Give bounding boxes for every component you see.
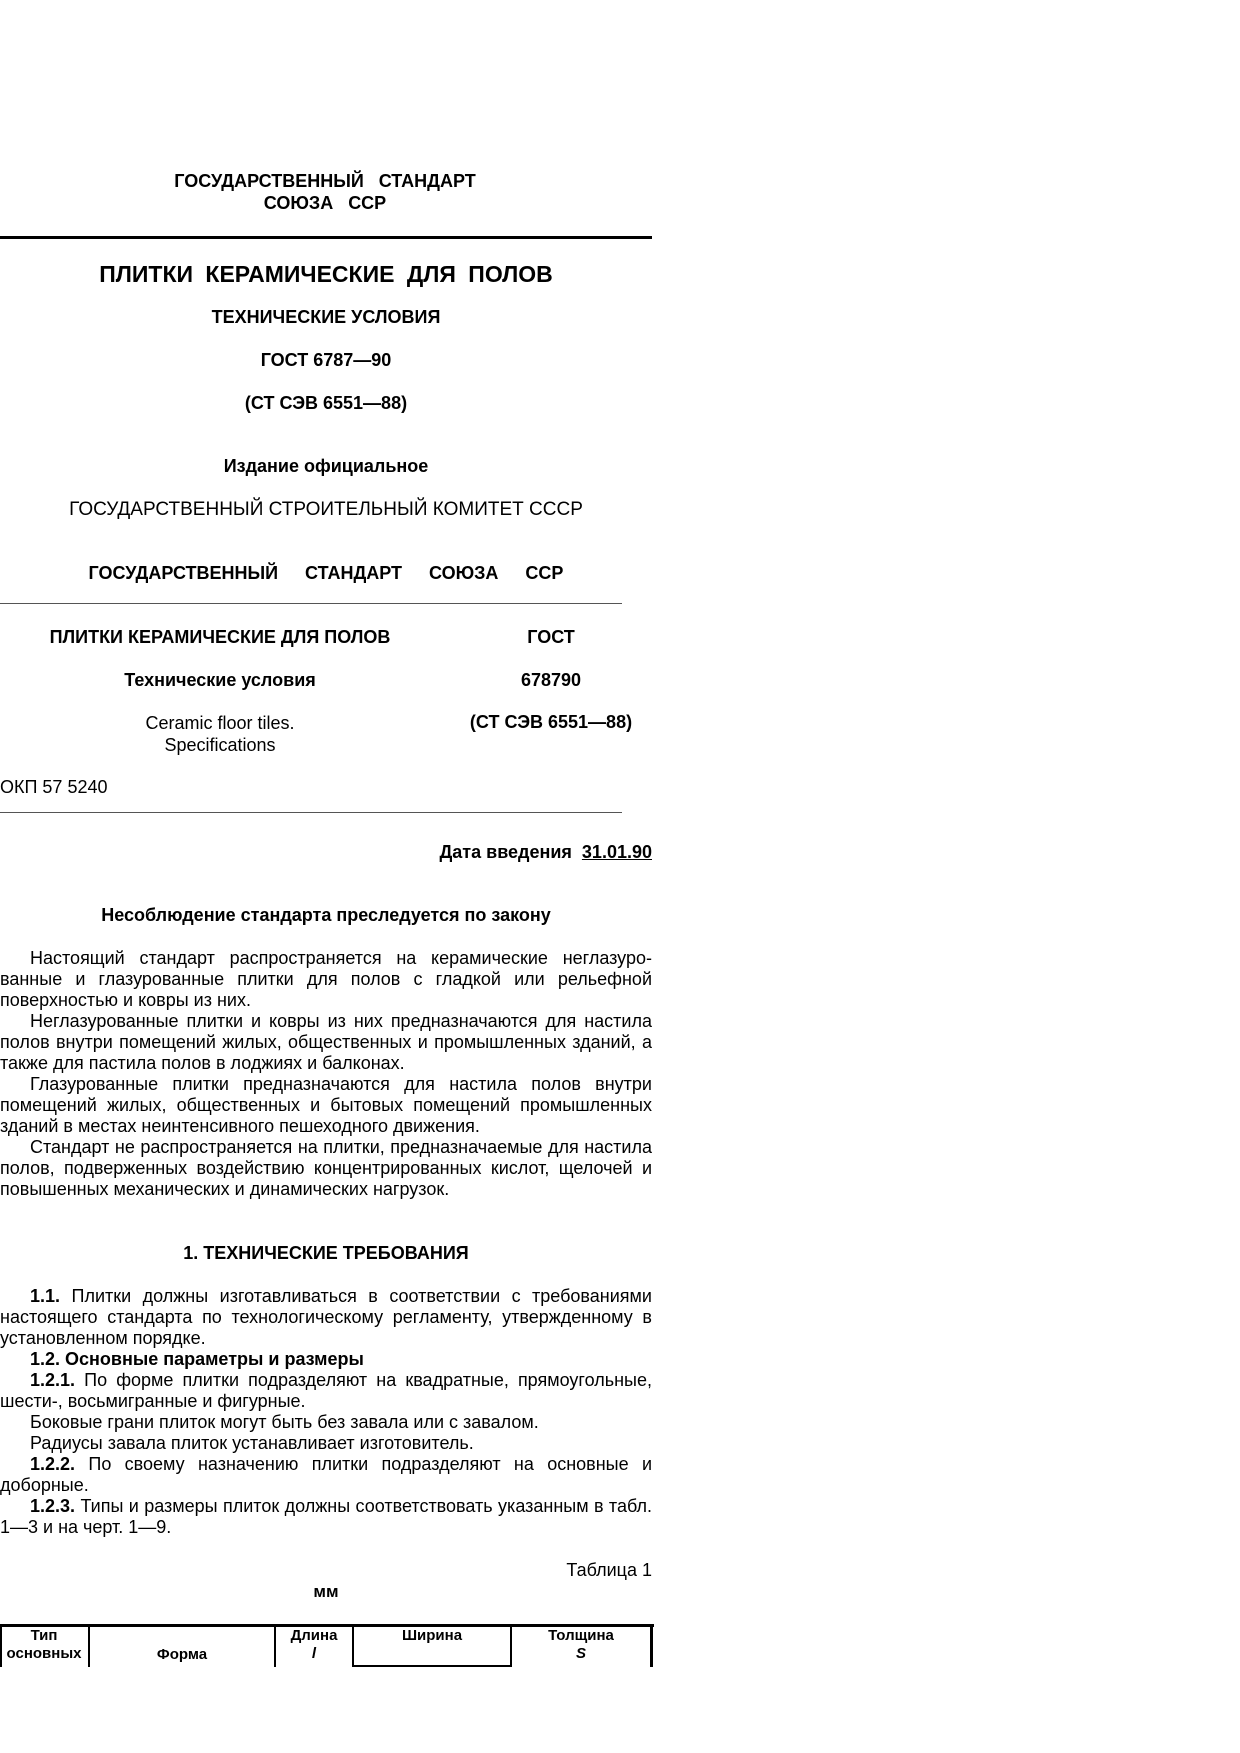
clause-1-2-2	[0, 1454, 652, 1496]
col-header-type-line1: Тип	[30, 1627, 58, 1644]
table-1-header	[0, 1624, 654, 1667]
cover-title: ПЛИТКИ КЕРАМИЧЕСКИЕ ДЛЯ ПОЛОВ	[99, 261, 553, 287]
clause-1-1-num: 1.1.	[30, 1286, 61, 1306]
clause-1-2-heading: 1.2. Основные параметры и размеры	[30, 1349, 364, 1369]
col-header-form: Форма	[156, 1646, 208, 1663]
clause-1-1-text: Плитки должны изготавливаться в соответствии с требованиями настоящего стандарта по технологическому регламенту, утвержденному в установленном порядке.	[0, 1286, 652, 1348]
standard-title: ПЛИТКИ КЕРАМИЧЕСКИЕ ДЛЯ ПОЛОВ	[49, 627, 391, 647]
clause-1-1	[0, 1286, 652, 1349]
table-border	[650, 1627, 653, 1667]
okp-code: ОКП 57 5240	[0, 777, 108, 797]
col-header-thickness-line1: Толщина	[548, 1627, 614, 1644]
clause-1-2-1-text: По форме плитки подразделяют на квадратные, прямоугольные, шести-, восьмигранные и фигурные.	[0, 1370, 652, 1411]
cover-edition: Издание официальное	[223, 456, 429, 476]
clause-radius: Радиусы завала плиток устанавливает изготовитель.	[30, 1433, 474, 1453]
clause-1-2-1	[0, 1370, 652, 1412]
clause-1-2-3-num: 1.2.3.	[30, 1496, 76, 1516]
col-header-type	[0, 1627, 88, 1667]
col-header-length-line1: Длина	[290, 1627, 338, 1644]
col-header-length-line2: l	[311, 1645, 317, 1662]
cover-rule	[0, 236, 652, 239]
cover-gost: ГОСТ 6787—90	[260, 350, 392, 370]
english-title-line2: Specifications	[164, 735, 276, 755]
standard-rule-bottom	[0, 812, 622, 813]
col-header-thickness	[512, 1627, 650, 1667]
col-header-length	[276, 1627, 352, 1667]
clause-1-2-3	[0, 1496, 652, 1538]
english-title-line1: Ceramic floor tiles.	[145, 713, 295, 733]
cover-committee: ГОСУДАРСТВЕННЫЙ СТРОИТЕЛЬНЫЙ КОМИТЕТ СССР	[69, 499, 583, 520]
standard-english-title	[0, 712, 440, 756]
intro-text	[0, 948, 652, 1200]
date-value: 31.01.90	[581, 842, 652, 862]
clause-1-2-3-text: Типы и размеры плиток должны соответствовать указанным в табл. 1—3 и на черт. 1—9.	[0, 1496, 652, 1537]
legal-warning: Несоблюдение стандарта преследуется по закону	[101, 905, 551, 925]
intro-paragraph: Стандарт не распространяется на плитки, предназначаемые для настила полов, подверженных воздействию концентрированных кислот, щелочей и повышенных механических и динамических нагрузок.	[0, 1137, 652, 1199]
cover-subtitle: ТЕХНИЧЕСКИЕ УСЛОВИЯ	[211, 307, 441, 327]
introduction-date	[0, 842, 652, 863]
table-1-label: Таблица 1	[566, 1560, 652, 1580]
clause-1-2-1-num: 1.2.1.	[30, 1370, 76, 1390]
standard-header: ГОСУДАРСТВЕННЫЙ СТАНДАРТ СОЮЗА ССР	[88, 563, 564, 583]
standard-st-sev: (СТ СЭВ 6551—88)	[469, 712, 633, 732]
clause-1-2-2-text: По своему назначению плитки подразделяют на основные и доборные.	[0, 1454, 652, 1495]
standard-gost-label: ГОСТ	[527, 627, 575, 647]
cover-st-sev: (СТ СЭВ 6551—88)	[244, 393, 408, 413]
col-header-thickness-line2: S	[575, 1645, 586, 1662]
standard-rule-top	[0, 603, 622, 604]
date-label: Дата введения	[439, 842, 572, 862]
intro-paragraph: Неглазурованные плитки и ковры из них предназначаются для настила полов внутри помещений жилых, общественных и промышленных зданий, а также для пастила полов в лоджиях и балконах.	[0, 1011, 652, 1073]
standard-gost-number: 678790	[520, 670, 582, 690]
cover-header-line2: СОЮЗА ССР	[263, 193, 387, 213]
col-header-width: Ширина	[354, 1627, 510, 1667]
standard-subtitle: Технические условия	[124, 670, 316, 690]
cover-header	[0, 170, 650, 214]
table-1-units: мм	[313, 1582, 339, 1601]
clause-side-edges: Боковые грани плиток могут быть без завала или с завалом.	[30, 1412, 539, 1432]
intro-paragraph: Настоящий стандарт распространяется на керамические неглазурованные и глазурованные плитки для полов с гладкой или рельефной поверхностью и ковры из них.	[0, 948, 652, 1010]
section-1-title: 1. ТЕХНИЧЕСКИЕ ТРЕБОВАНИЯ	[183, 1243, 469, 1263]
clause-1-2-2-num: 1.2.2.	[30, 1454, 76, 1474]
cover-header-line1: ГОСУДАРСТВЕННЫЙ СТАНДАРТ	[174, 171, 476, 191]
section-1-text	[0, 1286, 652, 1538]
col-header-type-line2: основных	[6, 1645, 82, 1662]
intro-paragraph: Глазурованные плитки предназначаются для настила полов внутри помещений жилых, общественных и бытовых помещений промышленных зданий в местах неинтенсивного пешеходного движения.	[0, 1074, 652, 1136]
